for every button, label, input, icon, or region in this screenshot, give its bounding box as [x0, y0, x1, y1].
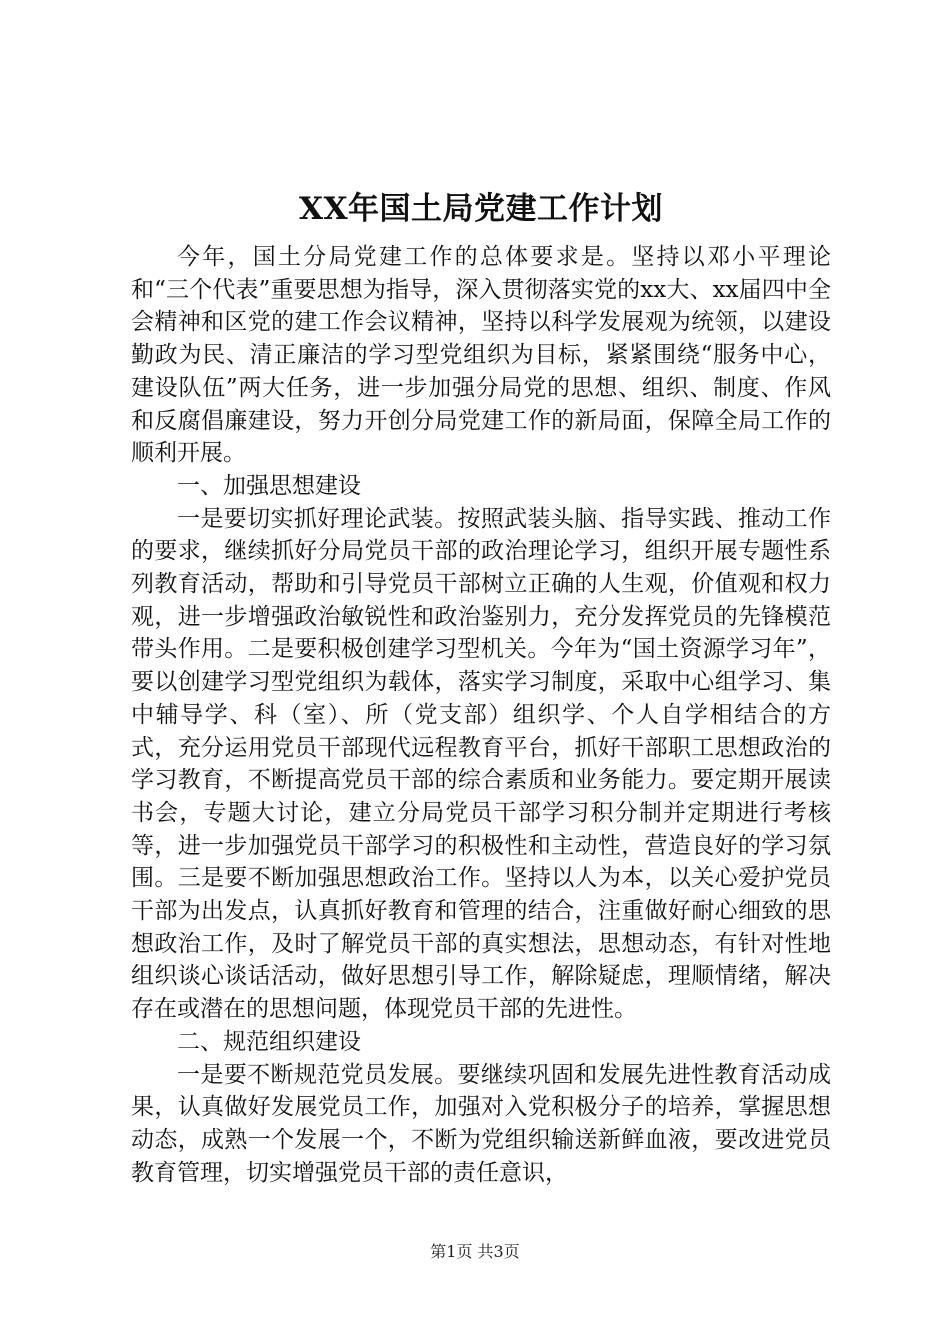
document-title: XX年国土局党建工作计划 — [298, 191, 664, 227]
section-1-paragraph: 一是要切实抓好理论武装。按照武装头脑、指导实践、推动工作的要求，继续抓好分局党员干部的政治理论学习，组织开展专题性系列教育活动，帮助和引导党员干部树立正确的人生观，价值观和权力观，进一步增强政治敏锐性和政治鉴别力，充分发挥党员的先锋模范带头作用。二是要积极创建学习型机关。今年为“国土资源学习年”，要以创建学习型党组织为载体，落实学习制度，采取中心组学习、集中辅导学、科（室）、所（党支部）组织学、个人自学相结合的方式，充分运用党员干部现代远程教育平台，抓好干部职工思想政治的学习教育，不断提高党员干部的综合素质和业务能力。要定期开展读书会，专题大讨论，建立分局党员干部学习积分制并定期进行考核等，进一步加强党员干部学习的积极性和主动性，营造良好的学习氛围。三是要不断加强思想政治工作。坚持以人为本，以关心爱护党员干部为出发点，认真抓好教育和管理的结合，注重做好耐心细致的思想政治工作，及时了解党员干部的真实想法，思想动态，有针对性地组织谈心谈话活动，做好思想引导工作，解除疑虑，理顺情绪，解决存在或潜在的思想问题，体现党员干部的先进性。 — [131, 505, 831, 1023]
page-footer: 第1页 共3页 — [430, 1242, 520, 1261]
section-2-heading: 二、规范组织建设 — [177, 1028, 361, 1055]
section-1-heading: 一、加强思想建设 — [177, 472, 361, 499]
section-2-paragraph: 一是要不断规范党员发展。要继续巩固和发展先进性教育活动成果，认真做好发展党员工作，加强对入党积极分子的培养，掌握思想动态，成熟一个发展一个，不断为党组织输送新鲜血液，要改进党员教育管理，切实增强党员干部的责任意识， — [131, 1061, 831, 1186]
intro-paragraph: 今年，国土分局党建工作的总体要求是。坚持以邓小平理论和“三个代表”重要思想为指导，深入贯彻落实党的xx大、xx届四中全会精神和区党的建工作会议精神，坚持以科学发展观为统领，以建设勤政为民、清正廉洁的学习型党组织为目标，紧紧围绕“服务中心，建设队伍”两大任务，进一步加强分局党的思想、组织、制度、作风和反腐倡廉建设，努力开创分局党建工作的新局面，保障全局工作的顺利开展。 — [131, 244, 831, 467]
document-page — [131, 183, 831, 1189]
